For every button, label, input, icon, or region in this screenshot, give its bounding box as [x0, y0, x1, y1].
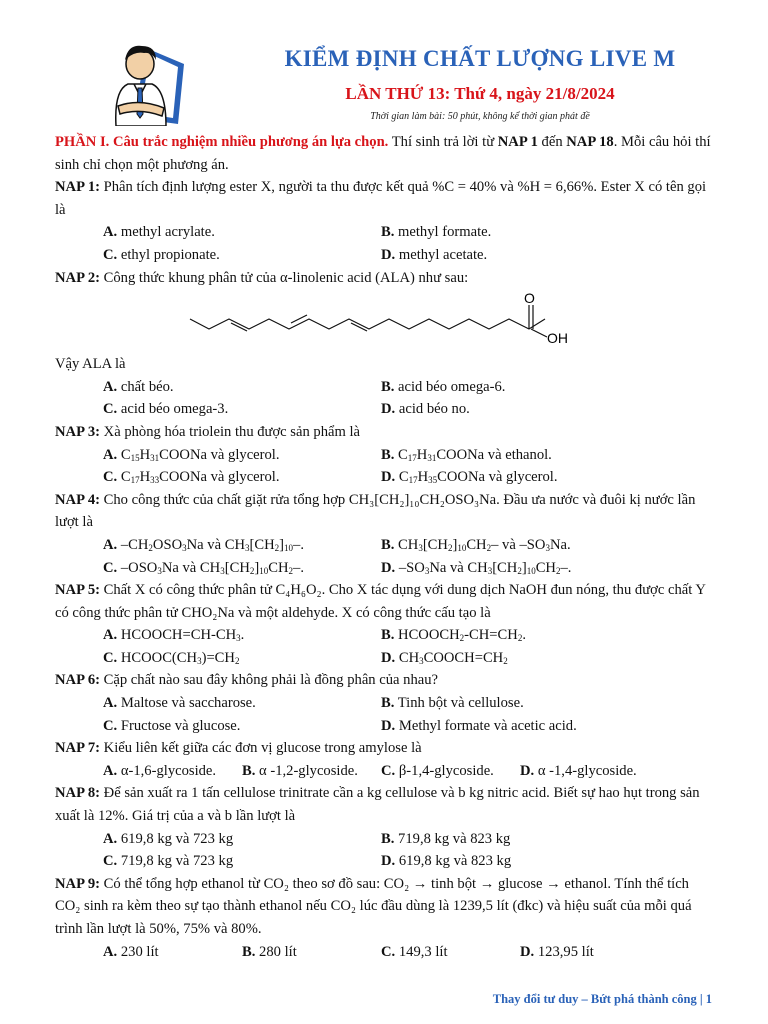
- exam-content: [55, 131, 715, 963]
- options-1: [55, 221, 715, 266]
- option-letter: A.: [103, 695, 118, 712]
- question-7: [55, 737, 715, 760]
- option-d[interactable]: D. $C_{17}H_{35}COONa$ và glycerol.: [381, 469, 558, 486]
- option-b[interactable]: [381, 692, 659, 715]
- option-text: acid béo no.: [398, 401, 470, 418]
- question-3: [55, 421, 715, 444]
- option-letter: D.: [381, 853, 396, 870]
- option-letter: A.: [103, 378, 118, 395]
- option-letter: C.: [103, 246, 118, 263]
- option-a[interactable]: [103, 828, 381, 851]
- option-letter: B.: [242, 943, 256, 960]
- option-a[interactable]: A. $HCOOCH=CH-CH_3$.: [103, 627, 245, 644]
- option-letter: B.: [381, 695, 395, 712]
- question-number: NAP 8:: [55, 785, 100, 802]
- option-text: 230 lít: [120, 943, 159, 960]
- option-c[interactable]: C. $C_{17}H_{33}COONa$ và glycerol.: [103, 469, 280, 486]
- skeletal-formula-diagram: [185, 291, 585, 349]
- teacher-logo-icon: [104, 40, 186, 126]
- option-letter: B.: [381, 378, 395, 395]
- option-text: methyl acetate.: [398, 246, 488, 263]
- option-text: Tinh bột và cellulose.: [397, 695, 524, 712]
- question-2: [55, 267, 715, 290]
- options-2: [55, 376, 715, 421]
- options-8: [55, 828, 715, 873]
- option-b[interactable]: [381, 828, 659, 851]
- option-text: 719,8 kg và 723 kg: [120, 853, 234, 870]
- option-d[interactable]: D. $CH_3COOCH=CH_2$: [381, 649, 508, 666]
- question-2-after: Vậy ALA là: [55, 356, 126, 373]
- option-text: 123,95 lít: [537, 943, 594, 960]
- option-text: 619,8 kg và 823 kg: [398, 853, 512, 870]
- option-letter: D.: [381, 401, 396, 418]
- option-text: α-1,6-glycoside.: [120, 762, 217, 779]
- question-text: Cho công thức của chất giặt rửa tổng hợp CH₃[CH₂]₁₀CH₂OSO₃Na. Đầu ưa nước và đuôi kị nước lần lượt là: [55, 491, 696, 531]
- question-5: [55, 579, 715, 624]
- option-letter: B.: [242, 762, 256, 779]
- option-letter: A.: [103, 762, 118, 779]
- option-c[interactable]: C. $-OSO_3Na$ và $CH_3[CH_2]_{10}CH_2-$.: [103, 559, 304, 576]
- intro-nap-from: NAP 1: [497, 134, 538, 150]
- option-letter: D.: [520, 762, 535, 779]
- option-a[interactable]: A. $-CH_2OSO_3Na$ và $CH_3[CH_2]_{10}-$.: [103, 536, 304, 553]
- question-4: [55, 489, 715, 534]
- question-6: [55, 669, 715, 692]
- option-c[interactable]: [103, 398, 381, 421]
- option-text: methyl formate.: [398, 224, 492, 241]
- exam-subtitle: LẦN THỨ 13: Thứ 4, ngày 21/8/2024: [345, 84, 615, 103]
- options-7: [55, 760, 715, 783]
- option-letter: B.: [381, 830, 395, 847]
- question-text: Xà phòng hóa triolein thu được sản phẩm là: [100, 423, 361, 440]
- part-label: PHẦN I. Câu trắc nghiệm nhiều phương án lựa chọn.: [55, 134, 389, 150]
- option-text: 619,8 kg và 723 kg: [120, 830, 234, 847]
- option-text: methyl acrylate.: [120, 224, 215, 241]
- option-d[interactable]: D. $-SO_3Na$ và $CH_3[CH_2]_{10}CH_2-$.: [381, 559, 572, 576]
- option-c[interactable]: [103, 850, 381, 873]
- option-text: Maltose và saccharose.: [120, 695, 256, 712]
- option-d[interactable]: [381, 715, 659, 738]
- question-text: Công thức khung phân tử của α-linolenic acid (ALA) như sau:: [100, 269, 469, 286]
- option-text: 149,3 lít: [398, 943, 448, 960]
- option-b[interactable]: B. $HCOOCH_2-CH=CH_2$.: [381, 627, 526, 644]
- question-1: [55, 176, 715, 221]
- option-b[interactable]: B. $C_{17}H_{31}COONa$ và ethanol.: [381, 446, 552, 463]
- option-text: α -1,4-glycoside.: [537, 762, 637, 779]
- option-text: β-1,4-glycoside.: [398, 762, 494, 779]
- intro-text-c: . Mỗi câu hỏi thí sinh chỉ chọn một phương án.: [55, 134, 711, 173]
- exam-title: KIỂM ĐỊNH CHẤT LƯỢNG LIVE M: [284, 46, 676, 71]
- option-letter: D.: [381, 246, 396, 263]
- page-footer: [493, 992, 712, 1007]
- option-c[interactable]: [103, 244, 381, 267]
- option-d[interactable]: [381, 244, 659, 267]
- part-intro: [55, 131, 715, 176]
- option-a[interactable]: A. $C_{15}H_{31}COONa$ và glycerol.: [103, 446, 280, 463]
- option-a[interactable]: [103, 941, 242, 964]
- option-text: 719,8 kg và 823 kg: [398, 830, 511, 847]
- question-number: NAP 5:: [55, 582, 100, 599]
- option-letter: A.: [103, 224, 118, 241]
- option-text: Methyl formate và acetic acid.: [398, 717, 577, 734]
- hydroxyl-label: OH: [547, 330, 568, 347]
- time-note: Thời gian làm bài: 50 phút, không kể thời gian phát đề: [370, 111, 590, 122]
- options-4: [55, 534, 715, 579]
- option-letter: C.: [381, 762, 396, 779]
- question-number: NAP 6:: [55, 672, 100, 689]
- question-number: NAP 2:: [55, 269, 100, 286]
- footer-separator: |: [696, 992, 706, 1006]
- question-number: NAP 4:: [55, 491, 100, 508]
- option-letter: A.: [103, 943, 118, 960]
- question-number: NAP 3:: [55, 423, 100, 440]
- option-text: acid béo omega-3.: [120, 401, 229, 418]
- option-text: acid béo omega-6.: [398, 378, 506, 395]
- question-text: Có thể tổng hợp ethanol từ CO₂ theo sơ đồ sau: CO₂ → tinh bột → glucose → ethanol. Tính thể tích CO₂ sinh ra kèm theo sự tạo thành ethanol nếu CO₂ lúc đầu dùng là 1239,5 lít (đkc) và hiệu suất của mỗi quá trình lần lượt là 50%, 75% và 80%.: [55, 875, 692, 937]
- options-6: [55, 692, 715, 737]
- option-text: Fructose và glucose.: [120, 717, 241, 734]
- option-text: chất béo.: [120, 378, 174, 395]
- option-b[interactable]: B. $CH_3[CH_2]_{10}CH_2-$ và $-SO_3Na$.: [381, 536, 571, 553]
- question-number: NAP 7:: [55, 740, 100, 757]
- intro-text: Thí sinh trả lời từ: [388, 134, 498, 150]
- option-letter: B.: [381, 224, 395, 241]
- option-c[interactable]: C. $HCOOC(CH_3)=CH_2$: [103, 649, 240, 666]
- question-text: Chất X có công thức phân tử C₄H₆O₂. Cho X tác dụng với dung dịch NaOH đun nóng, thu được chất Y có công thức phân tử CHO₂Na và một aldehyde. X có công thức cấu tạo là: [55, 582, 706, 621]
- option-b[interactable]: [242, 941, 381, 964]
- footer-slogan: Thay đổi tư duy – Bứt phá thành công: [492, 992, 697, 1006]
- question-text: Cặp chất nào sau đây không phải là đồng phân của nhau?: [100, 672, 438, 689]
- options-3: [55, 444, 715, 489]
- option-letter: D.: [381, 717, 396, 734]
- options-5: [55, 624, 715, 669]
- option-d[interactable]: [381, 850, 659, 873]
- option-a[interactable]: [103, 221, 381, 244]
- option-letter: C.: [103, 853, 118, 870]
- option-d[interactable]: [520, 760, 659, 783]
- question-text: Phân tích định lượng ester X, người ta thu được kết quả %C = 40% và %H = 6,66%. Ester X có tên gọi là: [55, 179, 707, 218]
- question-text: Để sản xuất ra 1 tấn cellulose trinitrate cần a kg cellulose và b kg nitric acid. Biết sự hao hụt trong sản xuất là 12%. Giá trị của a và b lần lượt là: [55, 785, 700, 825]
- option-letter: A.: [103, 830, 118, 847]
- intro-nap-to: NAP 18: [566, 134, 614, 150]
- question-number: NAP 1:: [55, 179, 100, 196]
- option-d[interactable]: [381, 398, 659, 421]
- option-text: α -1,2-glycoside.: [259, 762, 358, 779]
- option-letter: C.: [103, 401, 118, 418]
- option-a[interactable]: [103, 376, 381, 399]
- option-c[interactable]: [381, 941, 520, 964]
- page-number: 1: [705, 992, 712, 1006]
- option-text: ethyl propionate.: [120, 246, 220, 263]
- intro-text-b: đến: [537, 134, 567, 150]
- option-d[interactable]: [520, 941, 659, 964]
- option-text: 280 lít: [259, 943, 297, 960]
- question-number: NAP 9:: [55, 875, 100, 892]
- option-c[interactable]: [381, 760, 520, 783]
- oxygen-label: O: [524, 291, 535, 307]
- ala-structure: [55, 291, 715, 349]
- option-a[interactable]: [103, 692, 381, 715]
- question-text: Kiểu liên kết giữa các đơn vị glucose trong amylose là: [100, 740, 422, 757]
- question-9: [55, 873, 715, 941]
- options-9: [55, 941, 715, 964]
- option-b[interactable]: [381, 376, 659, 399]
- option-letter: C.: [381, 943, 396, 960]
- option-letter: C.: [103, 717, 118, 734]
- option-b[interactable]: [381, 221, 659, 244]
- option-letter: D.: [520, 943, 535, 960]
- option-a[interactable]: [103, 760, 242, 783]
- option-b[interactable]: [242, 760, 381, 783]
- question-8: [55, 782, 715, 827]
- option-c[interactable]: [103, 715, 381, 738]
